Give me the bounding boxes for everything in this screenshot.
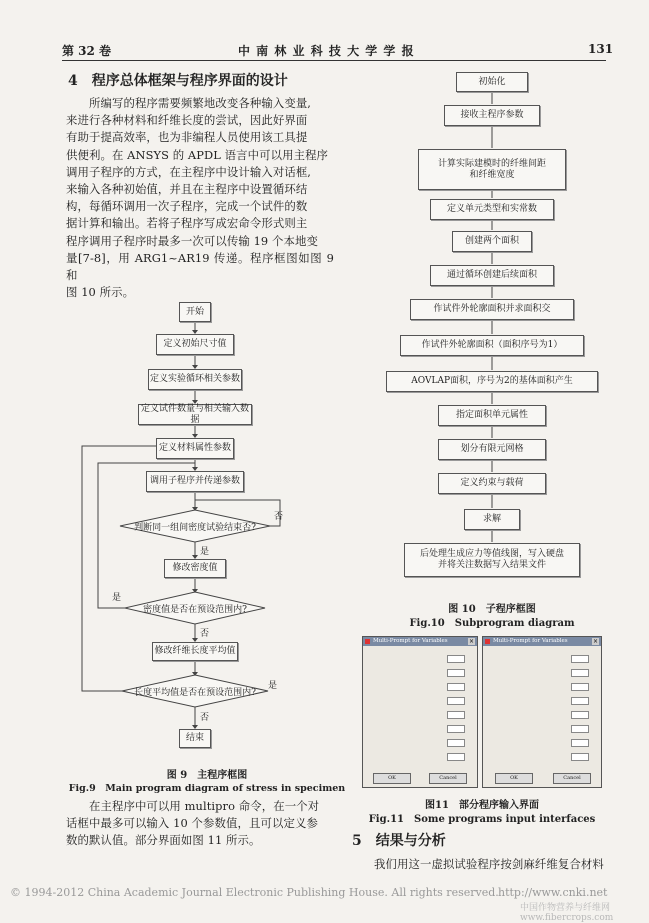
prompt-field[interactable] — [447, 655, 465, 663]
sub-postprocess: 后处理生成应力等值线图，写入硬盘并将关注数据写入结果文件 — [404, 543, 580, 577]
label-no: 否 — [200, 629, 210, 639]
text-line: 有助于提高效率，也为非编程人员使用该工具提 — [66, 130, 308, 145]
close-icon[interactable]: × — [592, 638, 599, 645]
prompt-window-right — [482, 636, 602, 788]
section-5-first-line: 我们用这一虚拟试验程序按剑麻纤维复合材料 — [374, 857, 604, 871]
text-line: 供便利。在 ANSYS 的 APDL 语言中可以用主程序 — [66, 147, 329, 162]
journal-name: 中 南 林 业 科 技 大 学 学 报 — [238, 44, 415, 58]
text-line: 调用子程序的方式，在主程序中设计输入对话框, — [66, 164, 312, 179]
decision-density-range: 密度值是否在预设范围内? — [143, 605, 247, 615]
prompt-field[interactable] — [571, 669, 589, 677]
text-line: 构，每循环调用一次子程序，完成一个试件的数 — [66, 199, 308, 214]
cancel-button[interactable]: Cancel — [429, 773, 467, 784]
window-titlebar — [363, 637, 477, 646]
figure-9-caption-cn: 图 9 主程序框图 — [166, 770, 248, 781]
sub-aovlap: AOVLAP面积，序号为2的基体面积产生 — [386, 371, 598, 392]
sub-receive-params: 接收主程序参数 — [444, 105, 540, 126]
prompt-field[interactable] — [447, 669, 465, 677]
flow-box-call-sub: 调用子程序并传递参数 — [146, 471, 244, 492]
sub-constraints-loads: 定义约束与载荷 — [438, 473, 546, 494]
figure-10-flowchart — [372, 64, 612, 604]
prompt-field[interactable] — [447, 711, 465, 719]
figure-11-caption-cn: 图11 部分程序输入界面 — [425, 800, 539, 811]
label-yes: 是 — [112, 593, 122, 603]
figure-10-caption-cn: 图 10 子程序框图 — [448, 604, 536, 615]
page-number: 131 — [588, 42, 614, 56]
sub-init: 初始化 — [456, 72, 528, 92]
cancel-button[interactable]: Cancel — [553, 773, 591, 784]
prompt-field[interactable] — [571, 711, 589, 719]
decision-length-range: 长度平均值是否在预设范围内? — [134, 688, 256, 698]
section-4-title: 4 程序总体框架与程序界面的设计 — [68, 73, 288, 89]
prompt-field[interactable] — [447, 683, 465, 691]
flow-start: 开始 — [179, 302, 211, 322]
label-no: 否 — [274, 512, 284, 522]
text-line: 所编写的程序需要频繁地改变各种输入变量, — [66, 96, 312, 110]
text-line: 据计算和输出。若将子程序写成宏命令形式则主 — [66, 216, 308, 231]
prompt-field[interactable] — [447, 725, 465, 733]
app-icon — [485, 639, 490, 644]
prompt-field[interactable] — [571, 725, 589, 733]
prompt-field[interactable] — [447, 739, 465, 747]
text-line: 量[7-8]，用 ARG1~AR19 传递。程序框图如图 9 和 — [66, 250, 334, 283]
figure-10-caption-en: Fig.10 Subprogram diagram — [409, 618, 575, 629]
figure-9-caption-en: Fig.9 Main program diagram of stress in specimen — [68, 783, 346, 794]
sub-create-areas: 创建两个面积 — [452, 231, 532, 252]
sub-mesh: 划分有限元网格 — [438, 439, 546, 460]
label-no: 否 — [200, 713, 210, 723]
section-5-title: 5 结果与分析 — [352, 833, 446, 849]
app-icon — [365, 639, 370, 644]
label-yes: 是 — [268, 681, 278, 691]
copyright-text: © 1994-2012 China Academic Journal Electronic Publishing House. All rights reserved. — [10, 886, 499, 899]
multipro-paragraph — [66, 798, 346, 850]
text-line: 话框中最多可以输入 10 个参数值，且可以定义参 — [66, 816, 318, 831]
sub-outline-intersect: 作试件外轮廓面积并求面积交 — [410, 299, 574, 320]
flow-box-modify-length: 修改纤维长度平均值 — [152, 642, 238, 661]
sub-compute-spacing: 计算实际建模时的纤维间距和纤维宽度 — [418, 149, 566, 190]
window-titlebar — [483, 637, 601, 646]
flow-box-loop-params: 定义实验循环相关参数 — [148, 369, 242, 390]
volume-label: 第 32 卷 — [62, 44, 112, 58]
sub-outline-area-1: 作试件外轮廓面积（面积序号为1） — [400, 335, 584, 356]
figure-9-flowchart — [60, 300, 350, 770]
flow-box-initial-size: 定义初始尺寸值 — [156, 334, 234, 355]
close-icon[interactable]: × — [468, 638, 475, 645]
flow-box-specimen-data: 定义试件数量与相关输入数据 — [138, 404, 252, 425]
prompt-field[interactable] — [571, 683, 589, 691]
label-yes: 是 — [200, 547, 210, 557]
prompt-window-left — [362, 636, 478, 788]
sub-define-elements: 定义单元类型和实常数 — [430, 199, 554, 220]
cnki-link[interactable]: http://www.cnki.net — [498, 886, 608, 899]
text-line: 程序调用子程序时最多一次可以传输 19 个本地变 — [66, 233, 318, 248]
text-line: 来进行各种材料和纤维长度的尝试，因此好界面 — [66, 113, 308, 128]
window-title: Multi-Prompt for Variables — [493, 638, 568, 644]
prompt-field[interactable] — [447, 753, 465, 761]
watermark: 中国作物营养与纤维网 www.fibercrops.com — [520, 903, 614, 923]
sub-loop-areas: 通过循环创建后续面积 — [430, 265, 554, 286]
prompt-field[interactable] — [571, 753, 589, 761]
header-rule — [62, 60, 606, 61]
copyright-footer — [10, 886, 499, 899]
section-4-paragraph — [66, 95, 334, 301]
text-line: 图 10 所示。 — [66, 285, 135, 300]
flow-end: 结束 — [179, 729, 211, 748]
sub-area-attributes: 指定面积单元属性 — [438, 405, 546, 426]
prompt-field[interactable] — [571, 655, 589, 663]
figure-11-caption-en: Fig.11 Some programs input interfaces — [368, 814, 596, 825]
text-line: 在主程序中可以用 multipro 命令，在一个对 — [66, 799, 320, 813]
ok-button[interactable]: OK — [495, 773, 533, 784]
text-line: 数的默认值。部分界面如图 11 所示。 — [66, 833, 261, 848]
prompt-field[interactable] — [447, 697, 465, 705]
flow-box-modify-density: 修改密度值 — [164, 559, 226, 578]
prompt-field[interactable] — [571, 697, 589, 705]
flow-box-material: 定义材料属性参数 — [156, 438, 234, 459]
ok-button[interactable]: OK — [373, 773, 411, 784]
decision-density-test: 判断同一组间密度试验结束否? — [134, 523, 256, 533]
window-title: Multi-Prompt for Variables — [373, 638, 448, 644]
sub-solve: 求解 — [464, 509, 520, 530]
prompt-field[interactable] — [571, 739, 589, 747]
text-line: 来输入各种初始值，并且在主程序中设置循环结 — [66, 182, 308, 197]
